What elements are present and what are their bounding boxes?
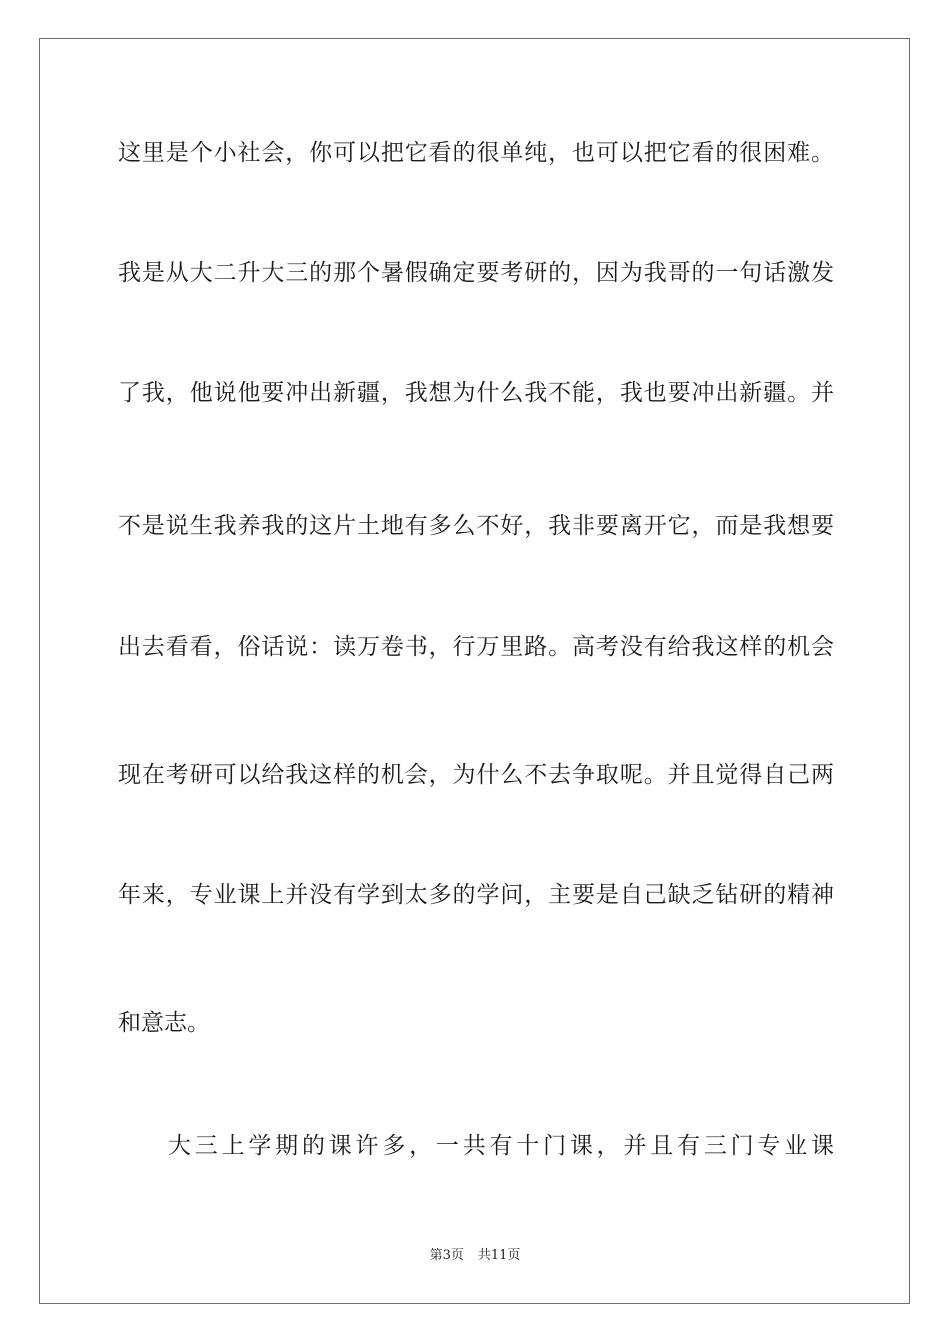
body-text-line: 了我，他说他要冲出新疆，我想为什么我不能，我也要冲出新疆。并 <box>118 380 834 406</box>
page-number: 第3页 <box>429 1248 464 1263</box>
page-total: 共11页 <box>477 1248 521 1263</box>
page-footer <box>0 1247 950 1265</box>
body-text-line: 不是说生我养我的这片土地有多么不好，我非要离开它，而是我想要 <box>118 513 834 539</box>
body-text-line: 我是从大二升大三的那个暑假确定要考研的，因为我哥的一句话激发 <box>118 260 834 286</box>
body-text-line: 和意志。 <box>118 1010 210 1036</box>
body-text-line: 这里是个小社会，你可以把它看的很单纯，也可以把它看的很困难。 <box>118 140 834 166</box>
body-text-line: 年来，专业课上并没有学到太多的学问，主要是自己缺乏钻研的精神 <box>118 882 834 908</box>
paragraph-first-line: 大三上学期的课许多，一共有十门课，并且有三门专业课 <box>168 1133 834 1159</box>
body-text-line: 现在考研可以给我这样的机会，为什么不去争取呢。并且觉得自己两 <box>118 762 834 788</box>
body-text-line: 出去看看，俗话说：读万卷书，行万里路。高考没有给我这样的机会 <box>118 634 834 660</box>
page-border <box>39 38 910 1304</box>
